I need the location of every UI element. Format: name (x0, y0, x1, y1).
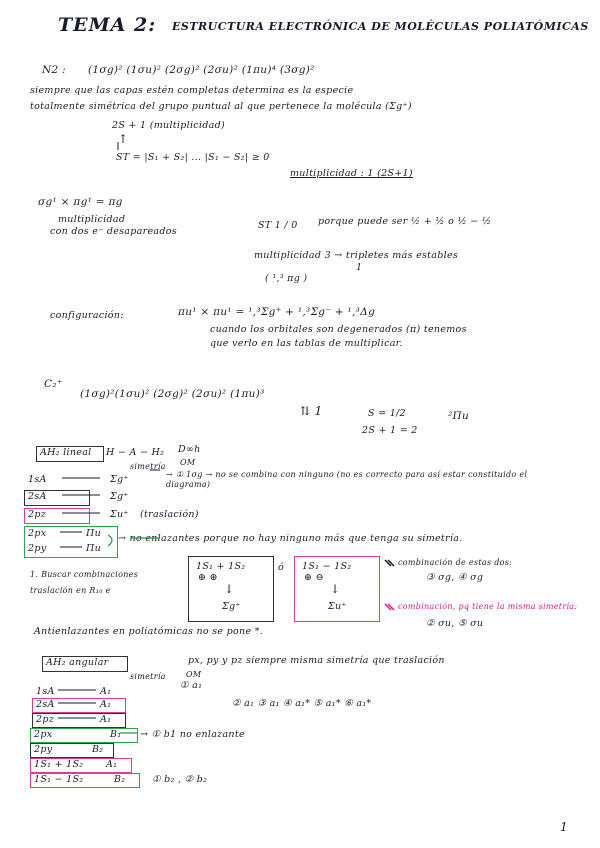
ah2a-row6-sym: A₁ (106, 759, 118, 770)
page-number: 1 (560, 820, 568, 834)
ah2-angular-simetria: simetría (130, 672, 166, 681)
antibonding-note: Antienlazantes en poliatómicas no se pone *. (34, 626, 264, 637)
ah2a-row7-note: ① b₂ , ② b₂ (152, 774, 208, 785)
ah2a-row3-orb: 2pz (36, 714, 55, 725)
combo2-label: 1S₁ − 1S₂ (302, 561, 352, 572)
ah2a-row2-note: ② a₁ ③ a₁ ④ a₁* ⑤ a₁* ⑥ a₁* (232, 698, 372, 709)
pi-product: σg¹ × πg¹ = πg (38, 196, 123, 208)
c2-config: (1σg)²(1σu)² (2σg)² (2σu)² (1πu)³ (80, 388, 265, 400)
n2-label: N2 : (42, 64, 66, 76)
combo-right1: combinación de estas dos: (398, 558, 513, 567)
c2-twos: 2S + 1 = 2 (362, 425, 418, 436)
combo2-phases: ⊕ ⊖ (304, 572, 324, 583)
ah2-lineal-label: AH₂ lineal (40, 447, 92, 458)
combo2-sym: Σu⁺ (328, 601, 347, 612)
pi-mult-branch2: 1 (356, 262, 363, 273)
config-note2: que verlo en las tablas de multiplicar. (210, 338, 403, 349)
combos-label2: traslación en R₁₀ e (30, 586, 111, 595)
ah2a-row1-sym: A₁ (100, 686, 112, 697)
n2-mult: 2S + 1 (multiplicidad) (112, 120, 225, 131)
c2-arrows: ⇅ 1 (300, 404, 323, 418)
page-subtitle: ESTRUCTURA ELECTRÓNICA DE MOLÉCULAS POLIATÓMICAS (172, 20, 589, 33)
ah2a-row7-orb: 1S₁ − 1S₂ (34, 774, 84, 785)
config-note1: cuando los orbitales son degenerados (π) tenemos (210, 324, 467, 335)
ah2a-row7-sym: B₂ (114, 774, 126, 785)
ah2a-row3-sym: A₁ (100, 714, 112, 725)
ah2a-row4-sym: B₁ (110, 729, 122, 740)
ah2l-row5-orb: 2py (28, 543, 47, 554)
combo1-sym-text: Σg⁺ (222, 601, 241, 612)
ah2a-row5-sym: B₂ (92, 744, 104, 755)
ah2l-row1-note: → ① 1σg → no se combina con ninguno (no es correcto para así estar constituido el diagrama) (166, 470, 528, 489)
pi-with-two: con dos e⁻ desapareados (50, 226, 177, 237)
config-label: configuración: (50, 310, 124, 321)
ah2l-row1-sym: Σg⁺ (110, 474, 129, 485)
n2-line1: siempre que las capas estén completas determina es la especie (30, 85, 354, 96)
up-arrow: ↑ (118, 132, 129, 146)
ah2a-row1-note: ① a₁ (180, 680, 203, 691)
page-title: TEMA 2: (58, 14, 157, 36)
combo-right1b: ③ σg, ④ σg (426, 572, 484, 583)
ah2a-row4-note: → ① b1 no enlazante (140, 729, 245, 740)
combo2-arrow: ↓ (330, 582, 341, 596)
ah2-lineal-dinf: D∞h (178, 444, 201, 455)
combo1-label: 1S₁ + 1S₂ (196, 561, 246, 572)
ah2-angular-label: AH₂ angular (46, 657, 109, 668)
ah2-lineal-simetria: simetría (130, 462, 166, 471)
c2-s: S = 1/2 (368, 408, 406, 419)
ah2a-row2-sym: A₁ (100, 699, 112, 710)
pi-st-reason: porque puede ser ½ + ½ o ½ − ½ (318, 216, 492, 227)
pi-mult-branch: multiplicidad 3 → tripletes más estables (254, 250, 459, 261)
combos-label1: 1. Buscar combinaciones (30, 570, 139, 579)
ah2-lineal-struct: H − A − H₂ (106, 447, 165, 458)
ah2-angular-om: OM (186, 670, 202, 679)
ah2l-row4-orb: 2px (28, 528, 47, 539)
pi-term: ( ¹,³ πg ) (265, 273, 308, 284)
ah2l-row3-sym: Σu⁺ (110, 509, 129, 520)
ah2a-row6-orb: 1S₁ + 1S₂ (34, 759, 84, 770)
ah2l-row2-sym: Σg⁺ (110, 491, 129, 502)
ah2l-row5-sym: Πu (86, 543, 102, 554)
combo-right2: combinación, pq tiene la misma simetría: (398, 602, 578, 611)
ah2l-row1-orb: 1sA (28, 474, 47, 485)
pi-st-branch: ST 1 / 0 (258, 220, 298, 231)
c2-label: C₂⁺ (44, 378, 63, 390)
n2-line2: totalmente simétrica del grupo puntual al que pertenece la molécula (Σg⁺) (30, 101, 412, 112)
ah2-angular-header: px, py y pz siempre misma simetría que traslación (188, 655, 445, 666)
ah2l-row3-note: (traslación) (140, 509, 199, 520)
n2-st: ST = |S₁ + S₂| ... |S₁ − S₂| ≥ 0 (116, 152, 270, 163)
scribble-dark (385, 560, 394, 566)
combo1-phases: ⊕ ⊕ (198, 572, 218, 583)
ah2a-row4-orb: 2px (34, 729, 53, 740)
combo-right2b: ② σu, ⑤ σu (426, 618, 484, 629)
ah2l-row5-note: → no enlazantes porque no hay ninguno más que tenga su simetría. (118, 533, 463, 544)
ah2l-row4-sym: Πu (86, 528, 102, 539)
ah2a-row5-orb: 2py (34, 744, 53, 755)
combo1-arrow: ↓ (224, 582, 235, 596)
ah2-lineal-om: OM (180, 458, 196, 467)
ah2a-row1-orb: 1sA (36, 686, 55, 697)
combo-or: ó (278, 562, 285, 573)
n2-config: (1σg)² (1σu)² (2σg)² (2σu)² (1πu)⁴ (3σg)² (88, 64, 315, 76)
scribble-pink (385, 604, 394, 610)
c2-term: ²Πu (448, 410, 470, 422)
ah2l-row2-orb: 2sA (28, 491, 47, 502)
n2-mult-formula: multiplicidad : 1 (2S+1) (290, 168, 413, 179)
ah2l-row3-orb: 2pz (28, 509, 47, 520)
config-expr: πu¹ × πu¹ = ¹,³Σg⁺ + ¹,³Σg⁻ + ¹,³Δg (178, 306, 376, 318)
ah2a-row2-orb: 2sA (36, 699, 55, 710)
pi-mult-label: multiplicidad (58, 214, 126, 225)
